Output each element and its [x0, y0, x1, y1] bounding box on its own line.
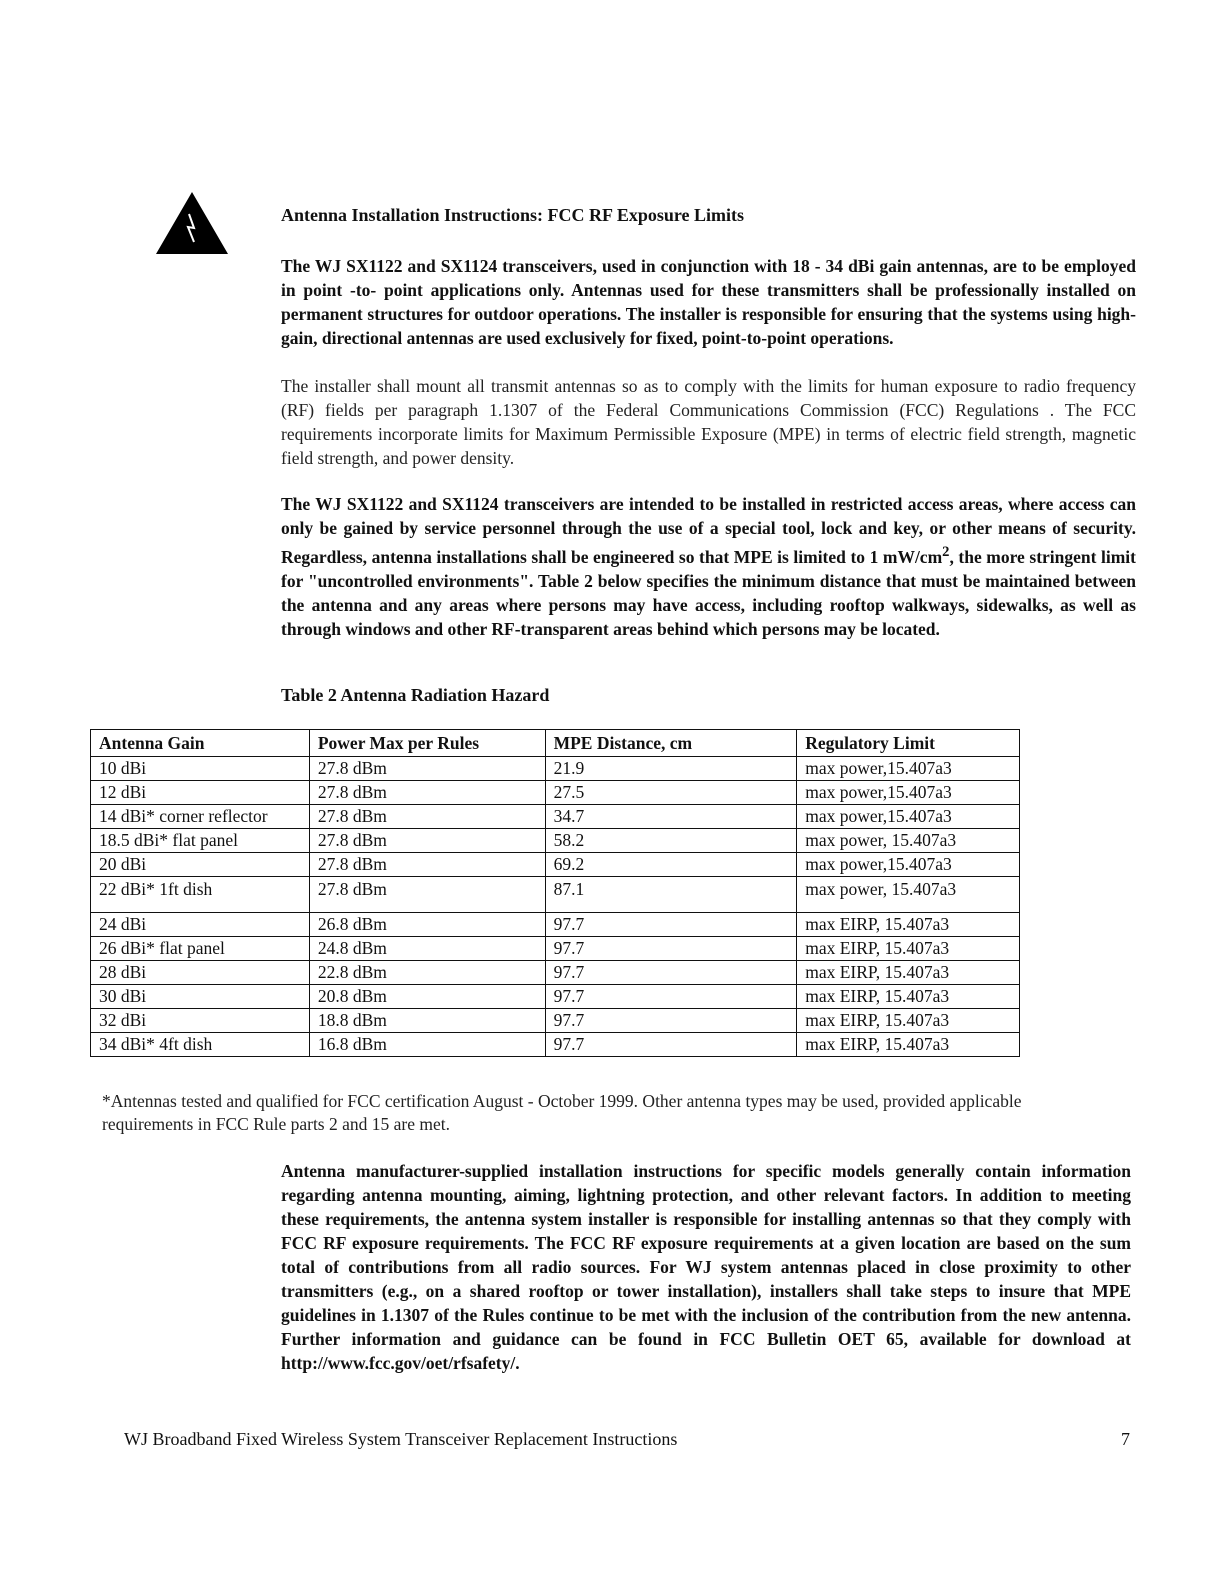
cell-power-max: 27.8 dBm [309, 781, 545, 805]
table-row [91, 757, 1020, 781]
table-row [91, 877, 1020, 913]
cell-antenna-gain: 10 dBi [91, 757, 310, 781]
table-row [91, 961, 1020, 985]
cell-regulatory-limit: max power, 15.407a3 [797, 877, 1020, 913]
cell-antenna-gain: 34 dBi* 4ft dish [91, 1033, 310, 1057]
header-antenna-gain: Antenna Gain [91, 730, 310, 757]
cell-mpe-distance: 27.5 [545, 781, 797, 805]
cell-mpe-distance: 69.2 [545, 853, 797, 877]
cell-antenna-gain: 28 dBi [91, 961, 310, 985]
cell-mpe-distance: 97.7 [545, 1009, 797, 1033]
cell-antenna-gain: 12 dBi [91, 781, 310, 805]
cell-antenna-gain: 30 dBi [91, 985, 310, 1009]
cell-regulatory-limit: max power, 15.407a3 [797, 829, 1020, 853]
table-row [91, 1009, 1020, 1033]
header-regulatory-limit: Regulatory Limit [797, 730, 1020, 757]
cell-power-max: 26.8 dBm [309, 913, 545, 937]
cell-power-max: 24.8 dBm [309, 937, 545, 961]
superscript: 2 [942, 544, 950, 560]
table-row [91, 781, 1020, 805]
table-row [91, 1033, 1020, 1057]
cell-mpe-distance: 87.1 [545, 877, 797, 913]
cell-antenna-gain: 22 dBi* 1ft dish [91, 877, 310, 913]
cell-power-max: 27.8 dBm [309, 853, 545, 877]
cell-antenna-gain: 32 dBi [91, 1009, 310, 1033]
section-heading: Antenna Installation Instructions: FCC RF Exposure Limits [281, 205, 745, 225]
cell-power-max: 18.8 dBm [309, 1009, 545, 1033]
paragraph-text: The WJ SX1122 and SX1124 transceivers are intended to be installed in restricted access areas, where access can only be gained by service personnel through the use of a special tool, lock and key, or other means of security. Regardless, antenna installations shall be engineered so that MPE is limited to 1 mW/cm [281, 494, 1136, 567]
table-row [91, 913, 1020, 937]
cell-power-max: 27.8 dBm [309, 829, 545, 853]
installer-paragraph: The installer shall mount all transmit antennas so as to comply with the limits for human exposure to radio frequency (RF) fields per paragraph 1.1307 of the Federal Communications Commission (FCC) Regulations . The FCC requirements incorporate limits for Maximum Permissible Exposure (MPE) in terms of electric field strength, magnetic field strength, and power density. [281, 376, 1136, 468]
cell-power-max: 20.8 dBm [309, 985, 545, 1009]
cell-regulatory-limit: max power,15.407a3 [797, 805, 1020, 829]
cell-power-max: 27.8 dBm [309, 877, 545, 913]
cell-regulatory-limit: max EIRP, 15.407a3 [797, 913, 1020, 937]
cell-mpe-distance: 58.2 [545, 829, 797, 853]
cell-regulatory-limit: max EIRP, 15.407a3 [797, 985, 1020, 1009]
intro-paragraph: The WJ SX1122 and SX1124 transceivers, used in conjunction with 18 - 34 dBi gain antennas, are to be employed in point -to- point applications only. Antennas used for these transmitters shall be professionally installed on permanent structures for outdoor operations. The installer is responsible for ensuring that the systems using high-gain, directional antennas are used exclusively for fixed, point-to-point operations. [281, 256, 1136, 348]
cell-mpe-distance: 97.7 [545, 913, 797, 937]
cell-power-max: 22.8 dBm [309, 961, 545, 985]
cell-regulatory-limit: max EIRP, 15.407a3 [797, 1033, 1020, 1057]
table-row [91, 853, 1020, 877]
table-footnote: *Antennas tested and qualified for FCC certification August - October 1999. Other antenna types may be used, provided applicable requirements in FCC Rule parts 2 and 15 are met. [102, 1091, 1022, 1134]
header-power-max: Power Max per Rules [309, 730, 545, 757]
header-mpe-distance: MPE Distance, cm [545, 730, 797, 757]
cell-power-max: 27.8 dBm [309, 757, 545, 781]
antenna-radiation-hazard-table [90, 729, 1020, 1057]
cell-antenna-gain: 14 dBi* corner reflector [91, 805, 310, 829]
cell-mpe-distance: 97.7 [545, 1033, 797, 1057]
warning-triangle-icon [154, 190, 230, 256]
cell-power-max: 16.8 dBm [309, 1033, 545, 1057]
table-row [91, 829, 1020, 853]
restricted-access-paragraph [281, 492, 1136, 641]
cell-antenna-gain: 26 dBi* flat panel [91, 937, 310, 961]
table-row [91, 805, 1020, 829]
paragraph-text: , the more stringent limit for "uncontrolled environments". Table 2 below specifies the [281, 546, 1136, 591]
manufacturer-instructions-paragraph: Antenna manufacturer-supplied installation instructions for specific models generally contain information regarding antenna mounting, aiming, lightning protection, and other relevant factors. In addition to meeting these requirements, the antenna system installer is responsible for installing antennas so that they comply with FCC RF exposure requirements. The FCC RF exposure requirements at a given location are based on the sum total of contributions from all radio sources. For WJ system antennas placed in close proximity to other transmitters (e.g., on a shared rooftop or tower installation), installers shall take steps to insure that MPE guidelines in 1.1307 of the Rules continue to be met with the inclusion of the contribution from the new antenna. Further information and guidance can be found in FCC Bulletin OET 65, available for download at http://www.fcc.gov/oet/rfsafety/. [281, 1161, 1131, 1373]
cell-mpe-distance: 97.7 [545, 937, 797, 961]
table-row [91, 985, 1020, 1009]
page-number: 7 [1121, 1429, 1130, 1449]
cell-power-max: 27.8 dBm [309, 805, 545, 829]
cell-regulatory-limit: max EIRP, 15.407a3 [797, 1009, 1020, 1033]
cell-mpe-distance: 97.7 [545, 961, 797, 985]
cell-regulatory-limit: max power,15.407a3 [797, 757, 1020, 781]
cell-antenna-gain: 20 dBi [91, 853, 310, 877]
cell-regulatory-limit: max EIRP, 15.407a3 [797, 961, 1020, 985]
table-title: Table 2 Antenna Radiation Hazard [281, 685, 550, 705]
cell-mpe-distance: 21.9 [545, 757, 797, 781]
cell-regulatory-limit: max power,15.407a3 [797, 853, 1020, 877]
paragraph-text: distance that must be maintained between the antenna and any areas where persons may have access, including rooftop walkways, sidewalks, as well as through windows and other RF-transparent areas behind which persons may be located. [281, 570, 1136, 639]
cell-regulatory-limit: max power,15.407a3 [797, 781, 1020, 805]
cell-antenna-gain: 24 dBi [91, 913, 310, 937]
cell-mpe-distance: 34.7 [545, 805, 797, 829]
emphasis-text: minimum [741, 570, 815, 591]
cell-regulatory-limit: max EIRP, 15.407a3 [797, 937, 1020, 961]
cell-mpe-distance: 97.7 [545, 985, 797, 1009]
footer-title: WJ Broadband Fixed Wireless System Transceiver Replacement Instructions [124, 1429, 678, 1449]
cell-antenna-gain: 18.5 dBi* flat panel [91, 829, 310, 853]
table-header-row [91, 730, 1020, 757]
table-row [91, 937, 1020, 961]
